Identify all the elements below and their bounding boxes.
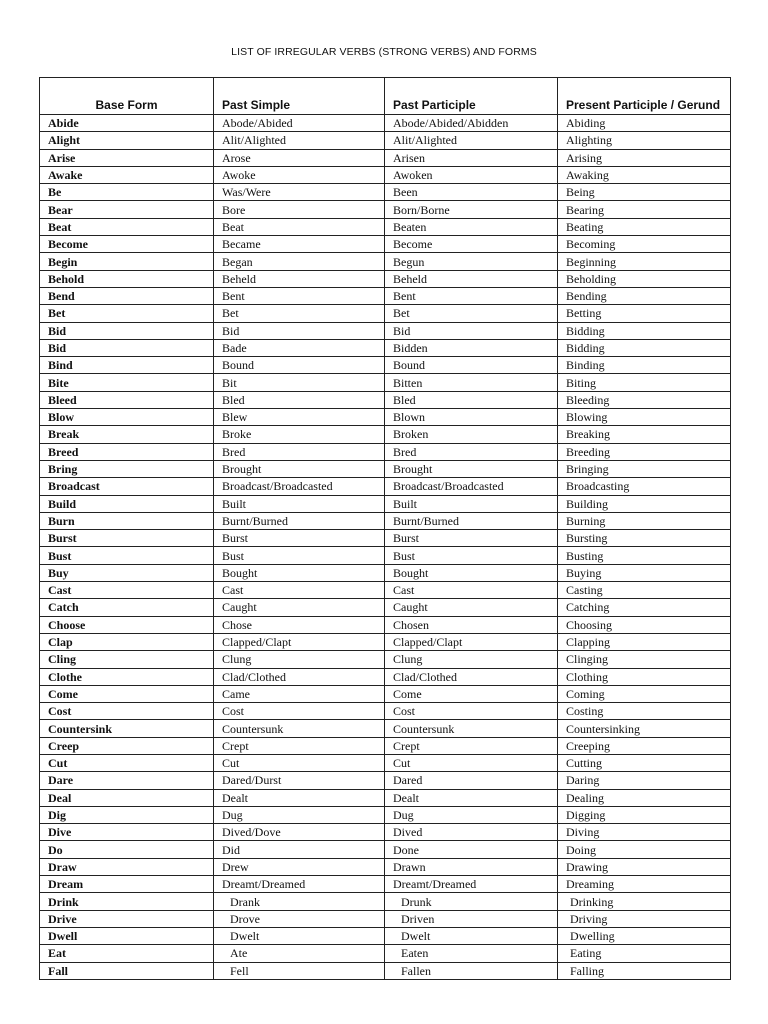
past-participle-cell: Bidden xyxy=(385,339,558,356)
table-row xyxy=(40,236,731,253)
table-row xyxy=(40,339,731,356)
past-simple-cell: Ate xyxy=(214,945,385,962)
past-participle-cell: Drawn xyxy=(385,858,558,875)
base-form-cell: Begin xyxy=(40,253,214,270)
present-participle-cell: Drawing xyxy=(558,858,731,875)
past-simple-cell: Bound xyxy=(214,357,385,374)
past-simple-cell: Bet xyxy=(214,305,385,322)
past-simple-cell: Cut xyxy=(214,754,385,771)
present-participle-cell: Blowing xyxy=(558,409,731,426)
base-form-cell: Fall xyxy=(40,962,214,979)
present-participle-cell: Dreaming xyxy=(558,876,731,893)
present-participle-cell: Driving xyxy=(558,910,731,927)
past-simple-cell: Drew xyxy=(214,858,385,875)
table-row xyxy=(40,962,731,979)
past-participle-cell: Clad/Clothed xyxy=(385,668,558,685)
base-form-cell: Dive xyxy=(40,824,214,841)
past-participle-cell: Been xyxy=(385,184,558,201)
past-simple-cell: Brought xyxy=(214,460,385,477)
past-participle-cell: Bought xyxy=(385,564,558,581)
table-row xyxy=(40,633,731,650)
past-participle-cell: Dealt xyxy=(385,789,558,806)
past-participle-cell: Abode/Abided/Abidden xyxy=(385,115,558,132)
table-row xyxy=(40,616,731,633)
past-participle-cell: Bound xyxy=(385,357,558,374)
past-simple-cell: Bust xyxy=(214,547,385,564)
present-participle-cell: Bringing xyxy=(558,460,731,477)
past-simple-cell: Clung xyxy=(214,651,385,668)
past-participle-cell: Bid xyxy=(385,322,558,339)
present-participle-cell: Becoming xyxy=(558,236,731,253)
base-form-cell: Break xyxy=(40,426,214,443)
base-form-cell: Bind xyxy=(40,357,214,374)
base-form-cell: Burn xyxy=(40,512,214,529)
past-simple-cell: Abode/Abided xyxy=(214,115,385,132)
past-simple-cell: Drove xyxy=(214,910,385,927)
present-participle-cell: Clinging xyxy=(558,651,731,668)
base-form-cell: Do xyxy=(40,841,214,858)
table-row xyxy=(40,322,731,339)
past-participle-cell: Brought xyxy=(385,460,558,477)
present-participle-cell: Doing xyxy=(558,841,731,858)
table-row xyxy=(40,703,731,720)
present-participle-cell: Bending xyxy=(558,287,731,304)
base-form-cell: Behold xyxy=(40,270,214,287)
present-participle-cell: Busting xyxy=(558,547,731,564)
table-row xyxy=(40,409,731,426)
present-participle-cell: Bearing xyxy=(558,201,731,218)
table-row xyxy=(40,184,731,201)
base-form-cell: Abide xyxy=(40,115,214,132)
past-participle-cell: Dreamt/Dreamed xyxy=(385,876,558,893)
base-form-cell: Cost xyxy=(40,703,214,720)
past-participle-cell: Broadcast/Broadcasted xyxy=(385,478,558,495)
base-form-cell: Bid xyxy=(40,339,214,356)
table-row xyxy=(40,720,731,737)
past-participle-cell: Countersunk xyxy=(385,720,558,737)
past-participle-cell: Cut xyxy=(385,754,558,771)
table-row xyxy=(40,737,731,754)
base-form-cell: Bite xyxy=(40,374,214,391)
past-simple-cell: Bid xyxy=(214,322,385,339)
present-participle-cell: Creeping xyxy=(558,737,731,754)
past-simple-cell: Began xyxy=(214,253,385,270)
present-participle-cell: Building xyxy=(558,495,731,512)
table-row xyxy=(40,253,731,270)
base-form-cell: Arise xyxy=(40,149,214,166)
past-simple-cell: Blew xyxy=(214,409,385,426)
table-row xyxy=(40,876,731,893)
table-row xyxy=(40,426,731,443)
table-row xyxy=(40,149,731,166)
present-participle-cell: Awaking xyxy=(558,166,731,183)
past-participle-cell: Broken xyxy=(385,426,558,443)
base-form-cell: Clothe xyxy=(40,668,214,685)
base-form-cell: Awake xyxy=(40,166,214,183)
past-participle-cell: Eaten xyxy=(385,945,558,962)
present-participle-cell: Broadcasting xyxy=(558,478,731,495)
header-base-form: Base Form xyxy=(40,78,214,115)
past-participle-cell: Chosen xyxy=(385,616,558,633)
table-row xyxy=(40,668,731,685)
table-row xyxy=(40,530,731,547)
base-form-cell: Clap xyxy=(40,633,214,650)
past-simple-cell: Cost xyxy=(214,703,385,720)
past-participle-cell: Bled xyxy=(385,391,558,408)
present-participle-cell: Cutting xyxy=(558,754,731,771)
past-participle-cell: Come xyxy=(385,685,558,702)
past-participle-cell: Bred xyxy=(385,443,558,460)
table-row xyxy=(40,685,731,702)
table-row xyxy=(40,927,731,944)
base-form-cell: Broadcast xyxy=(40,478,214,495)
base-form-cell: Breed xyxy=(40,443,214,460)
past-participle-cell: Built xyxy=(385,495,558,512)
past-participle-cell: Driven xyxy=(385,910,558,927)
past-simple-cell: Drank xyxy=(214,893,385,910)
present-participle-cell: Eating xyxy=(558,945,731,962)
past-participle-cell: Dwelt xyxy=(385,927,558,944)
table-row xyxy=(40,512,731,529)
table-row xyxy=(40,824,731,841)
present-participle-cell: Beating xyxy=(558,218,731,235)
header-past-participle: Past Participle xyxy=(385,78,558,115)
table-row xyxy=(40,547,731,564)
table-row xyxy=(40,374,731,391)
present-participle-cell: Arising xyxy=(558,149,731,166)
past-simple-cell: Became xyxy=(214,236,385,253)
past-participle-cell: Blown xyxy=(385,409,558,426)
base-form-cell: Build xyxy=(40,495,214,512)
past-participle-cell: Dared xyxy=(385,772,558,789)
past-simple-cell: Bled xyxy=(214,391,385,408)
present-participle-cell: Countersinking xyxy=(558,720,731,737)
base-form-cell: Drive xyxy=(40,910,214,927)
base-form-cell: Cut xyxy=(40,754,214,771)
base-form-cell: Bear xyxy=(40,201,214,218)
base-form-cell: Creep xyxy=(40,737,214,754)
past-participle-cell: Crept xyxy=(385,737,558,754)
base-form-cell: Bid xyxy=(40,322,214,339)
present-participle-cell: Being xyxy=(558,184,731,201)
base-form-cell: Bust xyxy=(40,547,214,564)
table-row xyxy=(40,115,731,132)
past-participle-cell: Clapped/Clapt xyxy=(385,633,558,650)
past-simple-cell: Dug xyxy=(214,806,385,823)
table-header xyxy=(40,78,731,115)
table-row xyxy=(40,651,731,668)
base-form-cell: Buy xyxy=(40,564,214,581)
past-participle-cell: Done xyxy=(385,841,558,858)
past-simple-cell: Awoke xyxy=(214,166,385,183)
present-participle-cell: Clapping xyxy=(558,633,731,650)
table-row xyxy=(40,806,731,823)
base-form-cell: Draw xyxy=(40,858,214,875)
present-participle-cell: Catching xyxy=(558,599,731,616)
past-participle-cell: Bent xyxy=(385,287,558,304)
base-form-cell: Choose xyxy=(40,616,214,633)
base-form-cell: Become xyxy=(40,236,214,253)
past-participle-cell: Begun xyxy=(385,253,558,270)
present-participle-cell: Digging xyxy=(558,806,731,823)
past-simple-cell: Came xyxy=(214,685,385,702)
past-simple-cell: Countersunk xyxy=(214,720,385,737)
past-participle-cell: Alit/Alighted xyxy=(385,132,558,149)
past-simple-cell: Was/Were xyxy=(214,184,385,201)
table-row xyxy=(40,772,731,789)
present-participle-cell: Buying xyxy=(558,564,731,581)
past-simple-cell: Alit/Alighted xyxy=(214,132,385,149)
present-participle-cell: Choosing xyxy=(558,616,731,633)
past-simple-cell: Broke xyxy=(214,426,385,443)
past-simple-cell: Fell xyxy=(214,962,385,979)
table-row xyxy=(40,754,731,771)
present-participle-cell: Dealing xyxy=(558,789,731,806)
present-participle-cell: Dwelling xyxy=(558,927,731,944)
base-form-cell: Burst xyxy=(40,530,214,547)
table-row xyxy=(40,910,731,927)
past-simple-cell: Burnt/Burned xyxy=(214,512,385,529)
past-simple-cell: Bought xyxy=(214,564,385,581)
base-form-cell: Cast xyxy=(40,582,214,599)
present-participle-cell: Beholding xyxy=(558,270,731,287)
table-row xyxy=(40,495,731,512)
past-participle-cell: Cast xyxy=(385,582,558,599)
past-participle-cell: Drunk xyxy=(385,893,558,910)
past-participle-cell: Arisen xyxy=(385,149,558,166)
present-participle-cell: Casting xyxy=(558,582,731,599)
base-form-cell: Eat xyxy=(40,945,214,962)
past-participle-cell: Beheld xyxy=(385,270,558,287)
table-row xyxy=(40,582,731,599)
past-simple-cell: Dealt xyxy=(214,789,385,806)
present-participle-cell: Drinking xyxy=(558,893,731,910)
past-simple-cell: Dared/Durst xyxy=(214,772,385,789)
present-participle-cell: Bidding xyxy=(558,322,731,339)
past-participle-cell: Burnt/Burned xyxy=(385,512,558,529)
past-simple-cell: Bit xyxy=(214,374,385,391)
present-participle-cell: Diving xyxy=(558,824,731,841)
present-participle-cell: Breaking xyxy=(558,426,731,443)
past-participle-cell: Bust xyxy=(385,547,558,564)
present-participle-cell: Breeding xyxy=(558,443,731,460)
base-form-cell: Beat xyxy=(40,218,214,235)
base-form-cell: Blow xyxy=(40,409,214,426)
past-simple-cell: Chose xyxy=(214,616,385,633)
base-form-cell: Catch xyxy=(40,599,214,616)
present-participle-cell: Alighting xyxy=(558,132,731,149)
base-form-cell: Dream xyxy=(40,876,214,893)
header-past-simple: Past Simple xyxy=(214,78,385,115)
past-simple-cell: Bore xyxy=(214,201,385,218)
past-participle-cell: Cost xyxy=(385,703,558,720)
base-form-cell: Bend xyxy=(40,287,214,304)
base-form-cell: Come xyxy=(40,685,214,702)
present-participle-cell: Daring xyxy=(558,772,731,789)
table-row xyxy=(40,478,731,495)
base-form-cell: Deal xyxy=(40,789,214,806)
header-present-participle: Present Participle / Gerund xyxy=(558,78,731,115)
present-participle-cell: Beginning xyxy=(558,253,731,270)
table-row xyxy=(40,166,731,183)
past-participle-cell: Awoken xyxy=(385,166,558,183)
table-row xyxy=(40,305,731,322)
base-form-cell: Alight xyxy=(40,132,214,149)
past-simple-cell: Bade xyxy=(214,339,385,356)
past-simple-cell: Beheld xyxy=(214,270,385,287)
table-row xyxy=(40,132,731,149)
past-simple-cell: Dwelt xyxy=(214,927,385,944)
table-row xyxy=(40,287,731,304)
past-simple-cell: Bent xyxy=(214,287,385,304)
past-participle-cell: Bet xyxy=(385,305,558,322)
past-participle-cell: Bitten xyxy=(385,374,558,391)
header-row xyxy=(40,78,731,115)
table-row xyxy=(40,218,731,235)
past-simple-cell: Dreamt/Dreamed xyxy=(214,876,385,893)
base-form-cell: Bring xyxy=(40,460,214,477)
past-simple-cell: Clapped/Clapt xyxy=(214,633,385,650)
present-participle-cell: Burning xyxy=(558,512,731,529)
present-participle-cell: Binding xyxy=(558,357,731,374)
base-form-cell: Bleed xyxy=(40,391,214,408)
table-row xyxy=(40,357,731,374)
past-simple-cell: Built xyxy=(214,495,385,512)
present-participle-cell: Bleeding xyxy=(558,391,731,408)
table-row xyxy=(40,564,731,581)
base-form-cell: Dwell xyxy=(40,927,214,944)
present-participle-cell: Clothing xyxy=(558,668,731,685)
past-simple-cell: Arose xyxy=(214,149,385,166)
present-participle-cell: Bidding xyxy=(558,339,731,356)
past-simple-cell: Dived/Dove xyxy=(214,824,385,841)
table-row xyxy=(40,945,731,962)
table-body xyxy=(40,115,731,980)
past-participle-cell: Fallen xyxy=(385,962,558,979)
past-participle-cell: Clung xyxy=(385,651,558,668)
past-simple-cell: Beat xyxy=(214,218,385,235)
irregular-verbs-table xyxy=(39,77,731,980)
table-row xyxy=(40,443,731,460)
table-row xyxy=(40,841,731,858)
past-simple-cell: Did xyxy=(214,841,385,858)
past-participle-cell: Born/Borne xyxy=(385,201,558,218)
table-row xyxy=(40,201,731,218)
present-participle-cell: Coming xyxy=(558,685,731,702)
present-participle-cell: Abiding xyxy=(558,115,731,132)
table-row xyxy=(40,789,731,806)
table-row xyxy=(40,270,731,287)
past-simple-cell: Burst xyxy=(214,530,385,547)
base-form-cell: Be xyxy=(40,184,214,201)
past-simple-cell: Crept xyxy=(214,737,385,754)
table-row xyxy=(40,893,731,910)
past-participle-cell: Dived xyxy=(385,824,558,841)
past-simple-cell: Cast xyxy=(214,582,385,599)
present-participle-cell: Biting xyxy=(558,374,731,391)
past-simple-cell: Broadcast/Broadcasted xyxy=(214,478,385,495)
present-participle-cell: Falling xyxy=(558,962,731,979)
past-participle-cell: Dug xyxy=(385,806,558,823)
base-form-cell: Countersink xyxy=(40,720,214,737)
past-simple-cell: Caught xyxy=(214,599,385,616)
present-participle-cell: Costing xyxy=(558,703,731,720)
document-title: LIST OF IRREGULAR VERBS (STRONG VERBS) AND FORMS xyxy=(231,46,537,58)
table-row xyxy=(40,858,731,875)
past-simple-cell: Bred xyxy=(214,443,385,460)
base-form-cell: Bet xyxy=(40,305,214,322)
past-participle-cell: Become xyxy=(385,236,558,253)
present-participle-cell: Betting xyxy=(558,305,731,322)
past-participle-cell: Burst xyxy=(385,530,558,547)
present-participle-cell: Bursting xyxy=(558,530,731,547)
base-form-cell: Drink xyxy=(40,893,214,910)
table-row xyxy=(40,460,731,477)
past-participle-cell: Caught xyxy=(385,599,558,616)
base-form-cell: Cling xyxy=(40,651,214,668)
past-simple-cell: Clad/Clothed xyxy=(214,668,385,685)
table-row xyxy=(40,391,731,408)
base-form-cell: Dig xyxy=(40,806,214,823)
base-form-cell: Dare xyxy=(40,772,214,789)
table-row xyxy=(40,599,731,616)
past-participle-cell: Beaten xyxy=(385,218,558,235)
